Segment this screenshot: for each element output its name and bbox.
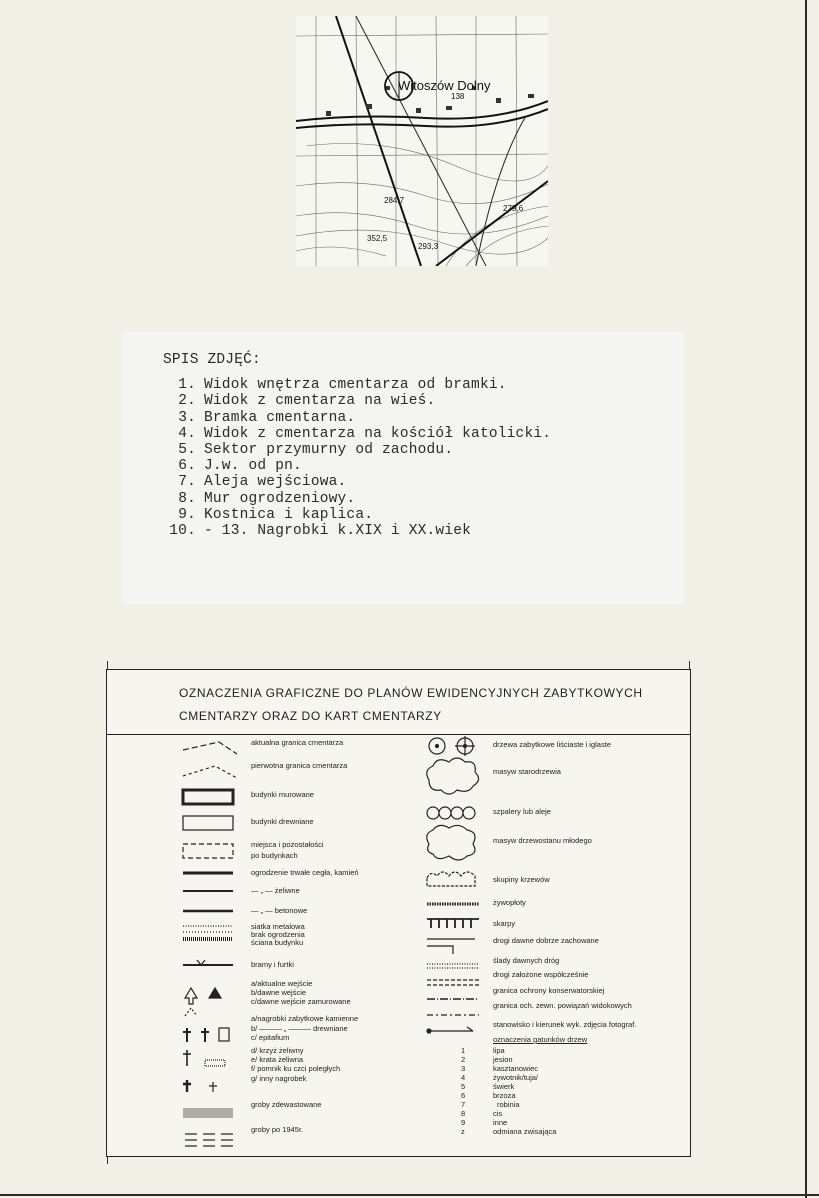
map-spot-height: 293,3 <box>418 242 439 251</box>
species-name: lipa <box>493 1046 505 1055</box>
legend-item-label: szpalery lub aleje <box>493 807 551 816</box>
legend-item-label: żywopłoty <box>493 898 526 907</box>
legend-right-symbols <box>423 736 489 1036</box>
legend-item-label: granica ochrony konserwatorskiej <box>493 986 605 995</box>
legend-item-label: ślady dawnych dróg <box>493 956 560 965</box>
photo-list-heading: SPIS ZDJĘĆ: <box>163 352 261 368</box>
legend-panel <box>106 669 691 1157</box>
page-frame-bottom <box>0 1194 819 1196</box>
list-item: 9. Kostnica i kaplica. <box>178 506 374 523</box>
species-number: 5 <box>461 1082 466 1091</box>
species-header: oznaczenia gatunków drzew <box>493 1035 588 1044</box>
species-number: 6 <box>461 1091 466 1100</box>
legend-item-label: d/ krzyż żeliwny <box>251 1046 304 1055</box>
list-item: 8. Mur ogrodzeniowy. <box>178 490 356 507</box>
legend-item-label: pierwotna granica cmentarza <box>251 761 348 770</box>
legend-item-label: c/dawne wejście zamurowane <box>251 997 351 1006</box>
legend-item-label: miejsca i pozostałości <box>251 840 324 849</box>
legend-item-label: drzewa zabytkowe liściaste i iglaste <box>493 740 611 749</box>
species-name: żywotnik/tuja/ <box>493 1073 539 1082</box>
legend-item-label: a/nagrobki zabytkowe kamienne <box>251 1014 359 1023</box>
species-number: z <box>461 1127 465 1136</box>
species-number: 9 <box>461 1118 466 1127</box>
legend-item-label: budynki drewniane <box>251 817 314 826</box>
legend-item-label: bramy i furtki <box>251 960 294 969</box>
legend-item-label: — „ — betonowe <box>251 906 308 915</box>
map-spot-height: 284,7 <box>384 196 405 205</box>
legend-item-label: masyw starodrzewia <box>493 767 561 776</box>
list-item: 5. Sektor przymurny od zachodu. <box>178 442 454 459</box>
list-item: 2. Widok z cmentarza na wieś. <box>178 393 436 410</box>
legend-item-label: b/dawne wejście <box>251 988 307 997</box>
legend-item-label: a/aktualne wejście <box>251 979 313 988</box>
species-number: 8 <box>461 1109 466 1118</box>
species-name: jesion <box>493 1055 513 1064</box>
map-spot-height: 279,6 <box>503 204 524 213</box>
legend-item-label: masyw drzewostanu młodego <box>493 836 592 845</box>
list-item: 7. Aleja wejściowa. <box>178 474 347 491</box>
legend-item-label: aktualna granica cmentarza <box>251 738 344 747</box>
list-item: 4. Widok z cmentarza na kościół katolicki. <box>178 425 552 442</box>
legend-item-label: drogi założone współcześnie <box>493 970 589 979</box>
legend-subtitle: CMENTARZY ORAZ DO KART CMENTARZY <box>179 709 442 723</box>
legend-item-label: — „ — żeliwne <box>251 886 300 895</box>
legend-title: OZNACZENIA GRAFICZNE DO PLANÓW EWIDENCYJNYCH ZABYTKOWYCH <box>179 686 643 700</box>
legend-item-label: brak ogrodzenia <box>251 930 305 939</box>
species-name: świerk <box>493 1082 515 1091</box>
legend-item-label: ogrodzenie trwałe cegła, kamień <box>251 868 359 877</box>
legend-item-label: groby po 1945r. <box>251 1125 304 1134</box>
species-number: 3 <box>461 1064 466 1073</box>
page-frame-right <box>805 0 807 1198</box>
legend-item-label: budynki murowane <box>251 790 314 799</box>
legend-item-label: groby zdewastowane <box>251 1100 322 1109</box>
legend-item-label: f/ pomnik ku czci poległych <box>251 1064 341 1073</box>
legend-item-label: b/ ——— „ ——— drewniane <box>251 1024 348 1033</box>
map-village-name: Witoszów Dolny <box>398 78 491 93</box>
legend-item-label: stanowisko i kierunek wyk. zdjęcia fotograf. <box>493 1020 637 1029</box>
list-item: 6. J.w. od pn. <box>178 458 302 475</box>
legend-item-label: granica och. zewn. powiązań widokowych <box>493 1001 632 1010</box>
legend-header <box>107 670 690 735</box>
species-name: kasztanowiec <box>493 1064 539 1073</box>
location-map <box>296 16 548 266</box>
photo-list <box>163 352 551 539</box>
map-spot-height: 352,5 <box>367 234 388 243</box>
list-item: 1. Widok wnętrza cmentarza od bramki. <box>178 377 507 394</box>
species-number: 4 <box>461 1073 466 1082</box>
legend-item-label: ściana budynku <box>251 938 304 947</box>
legend-item-label: e/ krata żeliwna <box>251 1055 304 1064</box>
species-name: brzoza <box>493 1091 516 1100</box>
species-number: 2 <box>461 1055 466 1064</box>
list-item: 3. Bramka cmentarna. <box>178 409 356 426</box>
species-name: cis <box>493 1109 503 1118</box>
species-name: robinia <box>497 1100 520 1109</box>
legend-left-symbols <box>179 736 243 1156</box>
list-item: 10. - 13. Nagrobki k.XIX i XX.wiek <box>169 523 472 540</box>
legend-item-label: po budynkach <box>251 851 298 860</box>
legend-item-label: siatka metalowa <box>251 922 305 931</box>
map-house-number: 138 <box>451 92 465 101</box>
legend-item-label: drogi dawne dobrze zachowane <box>493 936 599 945</box>
legend-item-label: g/ inny nagrobek <box>251 1074 307 1083</box>
legend-item-label: skupiny krzewów <box>493 875 550 884</box>
species-number: 1 <box>461 1046 466 1055</box>
species-name: inne <box>493 1118 508 1127</box>
legend-item-label: c/ epitafium <box>251 1033 290 1042</box>
species-number: 7 <box>461 1100 466 1109</box>
legend-item-label: skarpy <box>493 919 516 928</box>
species-name: odmiana zwisająca <box>493 1127 557 1136</box>
